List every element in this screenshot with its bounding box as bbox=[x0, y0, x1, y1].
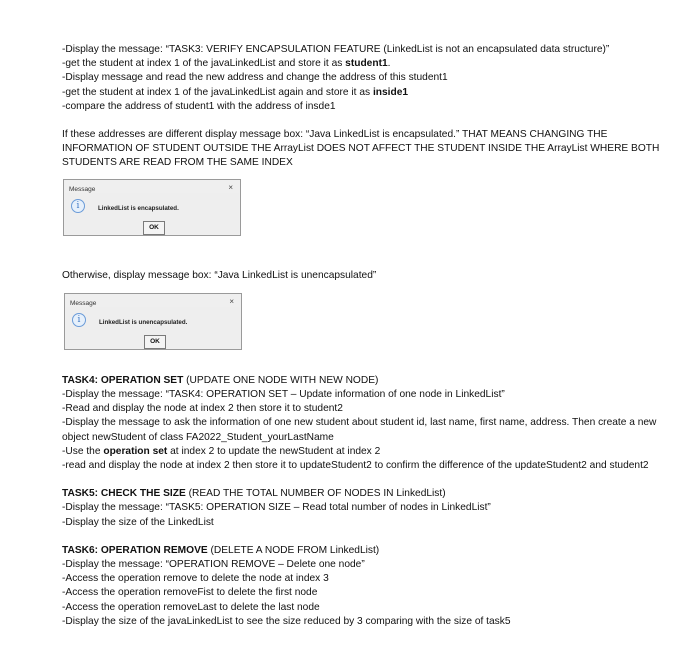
inside1-term: inside1 bbox=[372, 86, 409, 98]
message-dialog-encapsulated bbox=[63, 179, 241, 236]
dialog-title: Message bbox=[69, 185, 96, 193]
dialog-message: LinkedList is unencapsulated. bbox=[99, 318, 188, 326]
task6-line-1: -Display the message: “OPERATION REMOVE – Delete one node” bbox=[62, 559, 365, 571]
info-icon: i bbox=[71, 199, 85, 213]
task4-line-3: -Display the message to ask the information of one new student about student id, last name, first name, address. Then create a new object newStudent of class FA2022_Student_yourLastName bbox=[62, 417, 657, 443]
task4-heading: TASK4: OPERATION SET (UPDATE ONE NODE WITH NEW NODE) bbox=[62, 374, 379, 386]
task5-line-1: -Display the message: “TASK5: OPERATION SIZE – Read total number of nodes in LinkedList” bbox=[62, 502, 491, 514]
dialog-message: LinkedList is encapsulated. bbox=[98, 204, 179, 212]
info-icon: i bbox=[72, 313, 86, 327]
document-page bbox=[62, 43, 662, 629]
task3-line-2: -get the student at index 1 of the javaLinkedList and store it as student1. bbox=[62, 58, 391, 70]
task3-line-1: -Display the message: “TASK3: VERIFY ENCAPSULATION FEATURE (LinkedList is not an encapsulated data structure)” bbox=[62, 44, 610, 55]
task3-line-5: -compare the address of student1 with the address of insde1 bbox=[62, 100, 336, 112]
task4-line-2: -Read and display the node at index 2 then store it to student2 bbox=[62, 403, 343, 415]
task4-line-4: -Use the operation set at index 2 to update the newStudent at index 2 bbox=[62, 445, 381, 457]
task5-heading: TASK5: CHECK THE SIZE (READ THE TOTAL NUMBER OF NODES IN LinkedList) bbox=[62, 488, 446, 500]
student1-term: student1 bbox=[345, 58, 388, 70]
task6-line-5: -Display the size of the javaLinkedList to see the size reduced by 3 comparing with the size of task5 bbox=[62, 615, 511, 627]
task6-line-3: -Access the operation removeFist to delete the first node bbox=[62, 587, 318, 599]
task4-line-1: -Display the message: “TASK4: OPERATION SET – Update information of one node in LinkedList” bbox=[62, 389, 505, 401]
task3-line-4: -get the student at index 1 of the javaLinkedList again and store it as inside1 bbox=[62, 86, 409, 98]
ok-button[interactable]: OK bbox=[144, 335, 166, 349]
message-dialog-unencapsulated bbox=[64, 293, 242, 350]
task3-line-3: -Display message and read the new address and change the address of this student1 bbox=[62, 72, 448, 84]
task3-otherwise: Otherwise, display message box: “Java LinkedList is unencapsulated” bbox=[62, 269, 377, 281]
task6-heading: TASK6: OPERATION REMOVE (DELETE A NODE FROM LinkedList) bbox=[62, 544, 380, 556]
dialog-body bbox=[65, 193, 239, 234]
close-icon[interactable]: × bbox=[229, 296, 234, 306]
dialog-title: Message bbox=[70, 299, 97, 307]
task6-line-2: -Access the operation remove to delete the node at index 3 bbox=[62, 573, 329, 585]
task5-line-2: -Display the size of the LinkedList bbox=[62, 516, 214, 528]
ok-button[interactable]: OK bbox=[143, 221, 165, 235]
close-icon[interactable]: × bbox=[228, 182, 233, 192]
task4-line-5: -read and display the node at index 2 then store it to updateStudent2 to confirm the difference of the updateStudent2 and student2 bbox=[62, 460, 649, 472]
task3-if-paragraph: If these addresses are different display message box: “Java LinkedList is encapsulated.” THAT MEANS CHANGING THE INFORMATION OF STUDENT OUTSIDE THE ArrayList DOES NOT AFFECT THE STUDENT INSIDE THE ArrayList WHERE BOTH STUDENTS ARE READ FROM THE SAME INDEX bbox=[62, 129, 660, 169]
dialog-body bbox=[66, 307, 240, 348]
task6-line-4: -Access the operation removeLast to delete the last node bbox=[62, 601, 320, 613]
